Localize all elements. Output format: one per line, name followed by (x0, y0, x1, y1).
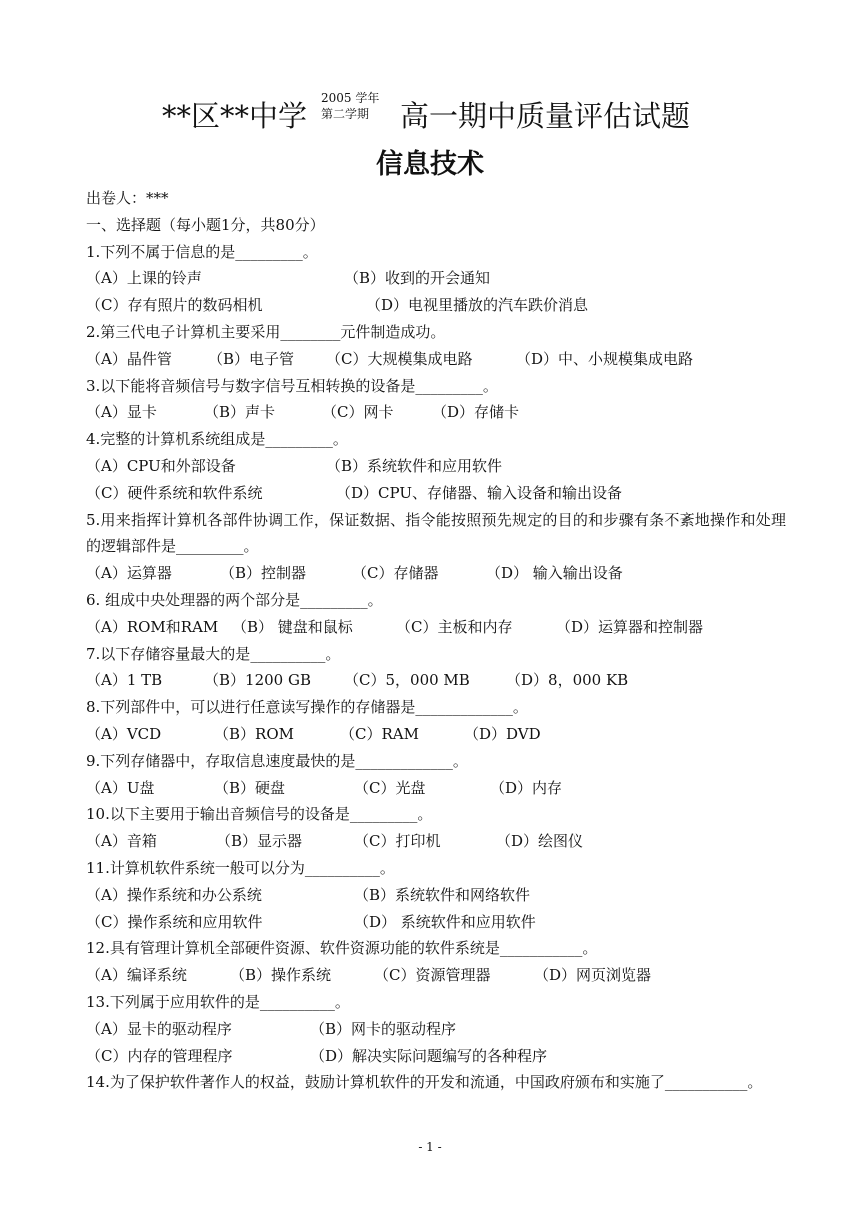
question-text: 5.用来指挥计算机各部件协调工作，保证数据、指令能按照预先规定的目的和步骤有条不紊地操作和处理的逻辑部件是_________。 (86, 510, 786, 556)
option: （C）存储器 (352, 564, 439, 583)
option-row (86, 453, 786, 480)
question-text: 7.以下存储容量最大的是__________。 (86, 644, 341, 663)
option: （B）系统软件和网络软件 (354, 885, 531, 904)
option: （B）1200 GB (204, 671, 311, 690)
school-year: 2005 学年 (321, 91, 380, 105)
option: （C）主板和内存 (396, 617, 513, 636)
option: （A）操作系统和办公系统 (86, 885, 262, 904)
option: （B）硬盘 (214, 778, 286, 797)
option-row (86, 1043, 786, 1070)
option: （A）显卡 (86, 403, 157, 422)
option: （B）ROM (214, 724, 294, 743)
option: （C）内存的管理程序 (86, 1046, 233, 1065)
option: （A）上课的铃声 (86, 269, 202, 288)
question-text: 10.以下主要用于输出音频信号的设备是_________。 (86, 805, 433, 824)
option: （C）存有照片的数码相机 (86, 296, 263, 315)
option: （A）晶件管 (86, 349, 172, 368)
term-stack (321, 90, 379, 122)
option: （B）系统软件和应用软件 (326, 456, 503, 475)
question-text: 6. 组成中央处理器的两个部分是_________。 (86, 590, 383, 609)
option: （A）编译系统 (86, 966, 187, 985)
question-text: 2.第三代电子计算机主要采用________元件制造成功。 (86, 322, 446, 341)
option: （D）解决实际问题编写的各种程序 (310, 1046, 548, 1065)
option: （B）操作系统 (230, 966, 332, 985)
option: （D）存储卡 (432, 403, 520, 422)
option-row (86, 346, 786, 373)
option: （B） 键盘和鼠标 (232, 617, 353, 636)
option: （C）打印机 (354, 832, 441, 851)
option: （A）U盘 (86, 778, 155, 797)
option: （A）CPU和外部设备 (86, 456, 236, 475)
option-row (86, 265, 786, 292)
option: （D）运算器和控制器 (556, 617, 704, 636)
option: （B）显示器 (216, 832, 303, 851)
option: （D）CPU、存储器、输入设备和输出设备 (336, 483, 622, 502)
option: （C）操作系统和应用软件 (86, 912, 263, 931)
option: （A）运算器 (86, 564, 172, 583)
option: （D） 系统软件和应用软件 (354, 912, 536, 931)
option: （D）内存 (490, 778, 563, 797)
option: （A）ROM和RAM (86, 617, 219, 636)
option-row (86, 828, 786, 855)
page-number: - 1 - (418, 1140, 442, 1154)
question-text: 4.完整的计算机系统组成是_________。 (86, 430, 348, 449)
semester: 第二学期 (321, 107, 370, 121)
subject-title: 信息技术 (376, 149, 484, 180)
option-row (86, 560, 786, 587)
school-name: **区**中学 (162, 99, 308, 133)
option: （D） 输入输出设备 (486, 564, 623, 583)
option: （A）1 TB (86, 671, 163, 690)
option: （D）电视里播放的汽车跌价消息 (366, 296, 589, 315)
option: （B）收到的开会通知 (344, 269, 491, 288)
option: （D）DVD (464, 724, 541, 743)
question-text: 9.下列存储器中，存取信息速度最快的是_____________。 (86, 751, 468, 770)
option: （D）8，000 KB (506, 671, 629, 690)
option-row (86, 721, 786, 748)
option: （B）声卡 (204, 403, 276, 422)
question-text: 1.下列不属于信息的是_________。 (86, 242, 318, 261)
section-heading: 一、选择题（每小题1分，共80分） (86, 215, 325, 234)
option-row (86, 480, 786, 507)
option: （B）网卡的驱动程序 (310, 1019, 457, 1038)
option: （A）显卡的驱动程序 (86, 1019, 232, 1038)
question-text: 13.下列属于应用软件的是__________。 (86, 992, 350, 1011)
option: （C）RAM (340, 724, 419, 743)
option: （D）绘图仪 (496, 832, 584, 851)
option-row (86, 399, 786, 426)
option-row (86, 667, 786, 694)
question-text: 11.计算机软件系统一般可以分为__________。 (86, 858, 395, 877)
option-row (86, 962, 786, 989)
option: （B）电子管 (208, 349, 295, 368)
option-row (86, 775, 786, 802)
option-row (86, 1016, 786, 1043)
option: （B）控制器 (220, 564, 307, 583)
option: （C）网卡 (322, 403, 394, 422)
option: （A）音箱 (86, 832, 157, 851)
option: （D）网页浏览器 (534, 966, 652, 985)
title-row (0, 88, 860, 138)
option: （C）资源管理器 (374, 966, 491, 985)
question-text: 14.为了保护软件著作人的权益，鼓励计算机软件的开发和流通，中国政府颁布和实施了___________。 (86, 1073, 763, 1092)
exam-body (86, 185, 786, 1096)
option-row (86, 882, 786, 909)
question-text: 3.以下能将音频信号与数字信号互相转换的设备是_________。 (86, 376, 498, 395)
option: （C）硬件系统和软件系统 (86, 483, 263, 502)
option: （D）中、小规模集成电路 (516, 349, 694, 368)
question-text: 12.具有管理计算机全部硬件资源、软件资源功能的软件系统是___________。 (86, 939, 598, 958)
option: （C）5，000 MB (344, 671, 470, 690)
option-row (86, 909, 786, 936)
option: （C）光盘 (354, 778, 426, 797)
exam-title: 高一期中质量评估试题 (400, 99, 691, 133)
question-text: 8.下列部件中，可以进行任意读写操作的存储器是_____________。 (86, 698, 528, 717)
option-row (86, 292, 786, 319)
option: （C）大规模集成电路 (326, 349, 473, 368)
option: （A）VCD (86, 724, 162, 743)
option-row (86, 614, 786, 641)
author-line: 出卷人：*** (86, 189, 169, 207)
